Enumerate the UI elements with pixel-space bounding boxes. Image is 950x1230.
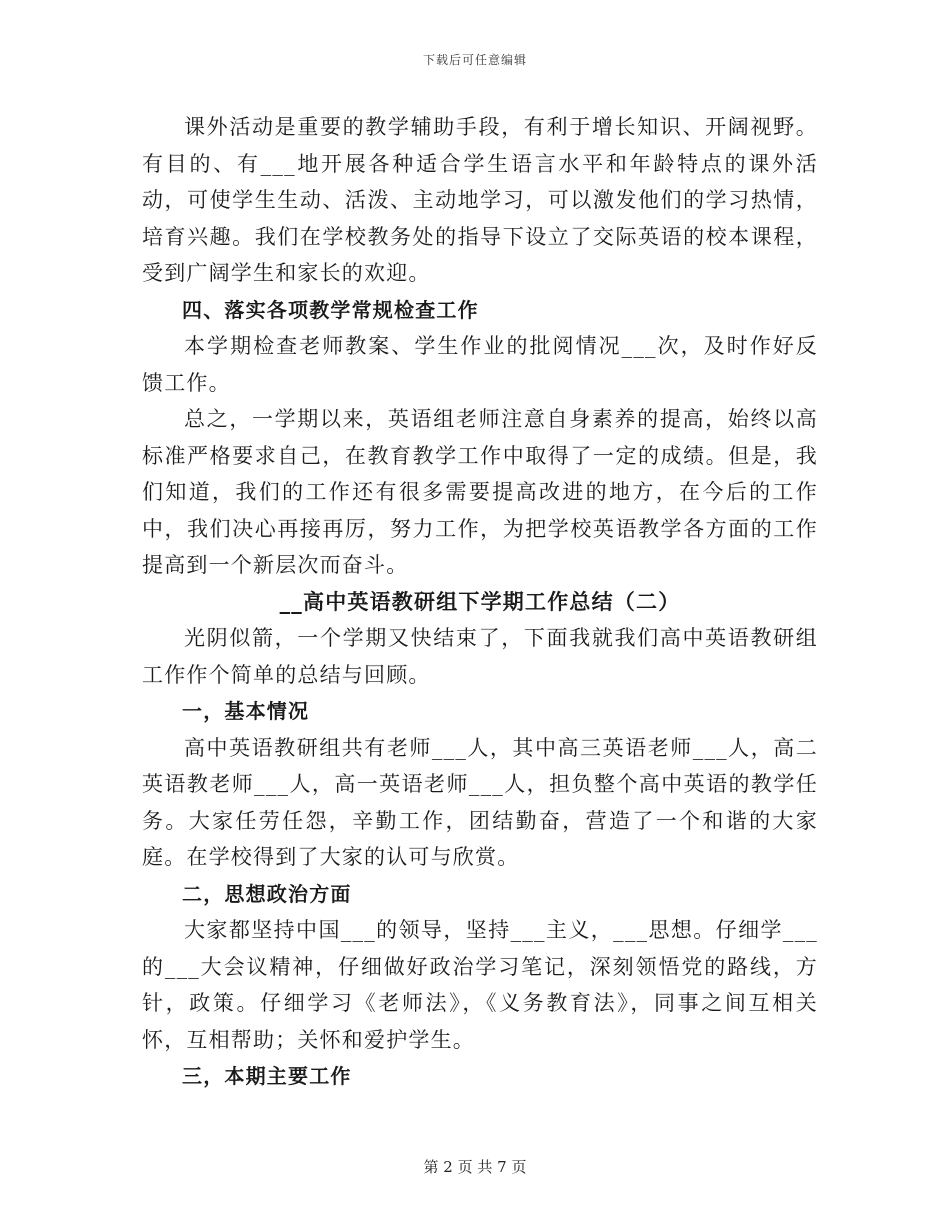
heading-main-work: 三，本期主要工作 xyxy=(182,1064,352,1088)
paragraph-ideology: 大家都坚持中国___的领导，坚持___主义，___思想。仔细学___的___大会议精神，仔细做好政治学习笔记，深刻领悟党的路线，方针，政策。仔细学习《老师法》，《义务教育法》，同事之间互相关怀，互相帮助；关怀和爱护学生。 xyxy=(142,918,818,1052)
document-title-part-two: __高中英语教研组下学期工作总结（二） xyxy=(279,588,681,614)
heading-ideology: 二，思想政治方面 xyxy=(182,881,352,906)
paragraph-extracurricular: 课外活动是重要的教学辅助手段，有利于增长知识、开阔视野。有目的、有___地开展各种适合学生语言水平和年龄特点的课外活动，可使学生生动、活泼、主动地学习，可以激发他们的学习热情，培育兴趣。我们在学校教务处的指导下设立了交际英语的校本课程，受到广阔学生和家长的欢迎。 xyxy=(142,115,818,285)
paragraph-conclusion: 总之，一学期以来，英语组老师注意自身素养的提高，始终以高标准严格要求自己，在教育教学工作中取得了一定的成绩。但是，我们知道，我们的工作还有很多需要提高改进的地方，在今后的工作中，我们决心再接再厉，努力工作，为把学校英语教学各方面的工作提高到一个新层次而奋斗。 xyxy=(142,407,818,577)
page-header-note: 下载后可任意编辑 xyxy=(422,53,527,67)
paragraph-basic-info: 高中英语教研组共有老师___人，其中高三英语老师___人，高二英语教老师___人，高一英语老师___人，担负整个高中英语的教学任务。大家任劳任怨，辛勤工作，团结勤奋，营造了一个和谐的大家庭。在学校得到了大家的认可与欣赏。 xyxy=(142,735,818,869)
document-body xyxy=(142,109,818,1095)
heading-basic-info: 一，基本情况 xyxy=(182,699,310,723)
paragraph-inspection: 本学期检查老师教案、学生作业的批阅情况___次，及时作好反馈工作。 xyxy=(142,334,818,395)
heading-section-four: 四、落实各项教学常规检查工作 xyxy=(182,297,479,322)
page-number-footer: 第 2 页 共 7 页 xyxy=(423,1158,527,1176)
paragraph-intro: 光阴似箭，一个学期又快结束了，下面我就我们高中英语教研组工作作个简单的总结与回顾。 xyxy=(142,626,818,687)
